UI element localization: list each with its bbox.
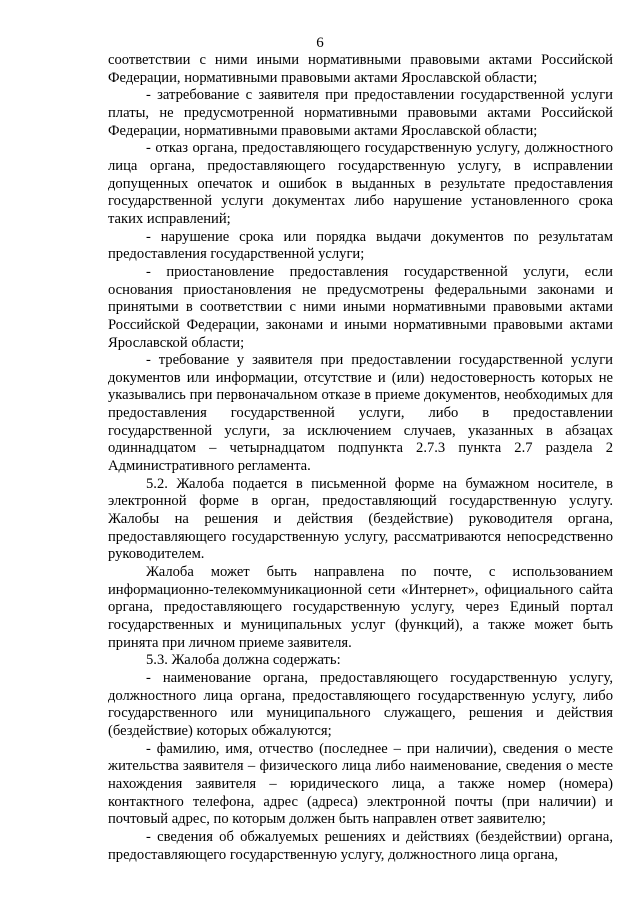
paragraph: соответствии с ними иными нормативными правовыми актами Российской Федерации, нормативными правовыми актами Ярославской области;: [108, 52, 613, 86]
paragraph: - требование у заявителя при предоставлении государственной услуги документов или информации, отсутствие и (или) недостоверность которых не указывались при первоначальном отказе в приеме документов, необходимых для предоставления государственной услуги, либо в предоставлении государственной услуги, за исключением случаев, указанных в абзацах одиннадцатом – четырнадцатом подпункта 2.7.3 пункта 2.7 раздела 2 Административного регламента.: [108, 352, 613, 475]
paragraph: - затребование с заявителя при предоставлении государственной услуги платы, не предусмотренной нормативными правовыми актами Российской Федерации, нормативными правовыми актами Ярославской области;: [108, 87, 613, 139]
paragraph: - фамилию, имя, отчество (последнее – при наличии), сведения о месте жительства заявителя – физического лица либо наименование, сведения о месте нахождения заявителя – юридического лица, а также номер (номера) контактного телефона, адрес (адреса) электронной почты (при наличии) и почтовый адрес, по которым должен быть направлен ответ заявителю;: [108, 740, 613, 828]
paragraph: - отказ органа, предоставляющего государственную услугу, должностного лица органа, предоставляющего государственную услугу, в исправлении допущенных опечаток и ошибок в выданных в результате предоставления государственной услуги документах либо нарушение установленного срока таких исправлений;: [108, 140, 613, 227]
paragraph: - сведения об обжалуемых решениях и действиях (бездействии) органа, предоставляющего государственную услугу, должностного лица органа,: [108, 828, 613, 863]
paragraph: - наименование органа, предоставляющего государственную услугу, должностного лица органа, предоставляющего государственную услугу, либо государственного или муниципального служащего, решения и действия (бездействие) которых обжалуются;: [108, 669, 613, 739]
paragraph: 5.3. Жалоба должна содержать:: [146, 652, 341, 669]
paragraph: 5.2. Жалоба подается в письменной форме на бумажном носителе, в электронной форме в орган, предоставляющий государственную услугу. Жалобы на решения и действия (бездействие) руководителя органа, предоставляющего государственную услугу, рассматриваются непосредственно руководителем.: [108, 475, 613, 563]
document-body: [108, 52, 613, 864]
page-number: 6: [316, 35, 324, 51]
paragraph: - приостановление предоставления государственной услуги, если основания приостановления не предусмотрены федеральными законами и принятыми в соответствии с ними иными нормативными правовыми актами Российской Федерации, законами и иными нормативными правовыми актами Ярославской области;: [108, 263, 613, 351]
paragraph: Жалоба может быть направлена по почте, с использованием информационно-телекоммуникационной сети «Интернет», официального сайта органа, предоставляющего государственную услугу, через Единый портал государственных и муниципальных услуг (функций), а также может быть принята при личном приеме заявителя.: [108, 564, 613, 651]
paragraph: - нарушение срока или порядка выдачи документов по результатам предоставления государственной услуги;: [108, 228, 613, 263]
